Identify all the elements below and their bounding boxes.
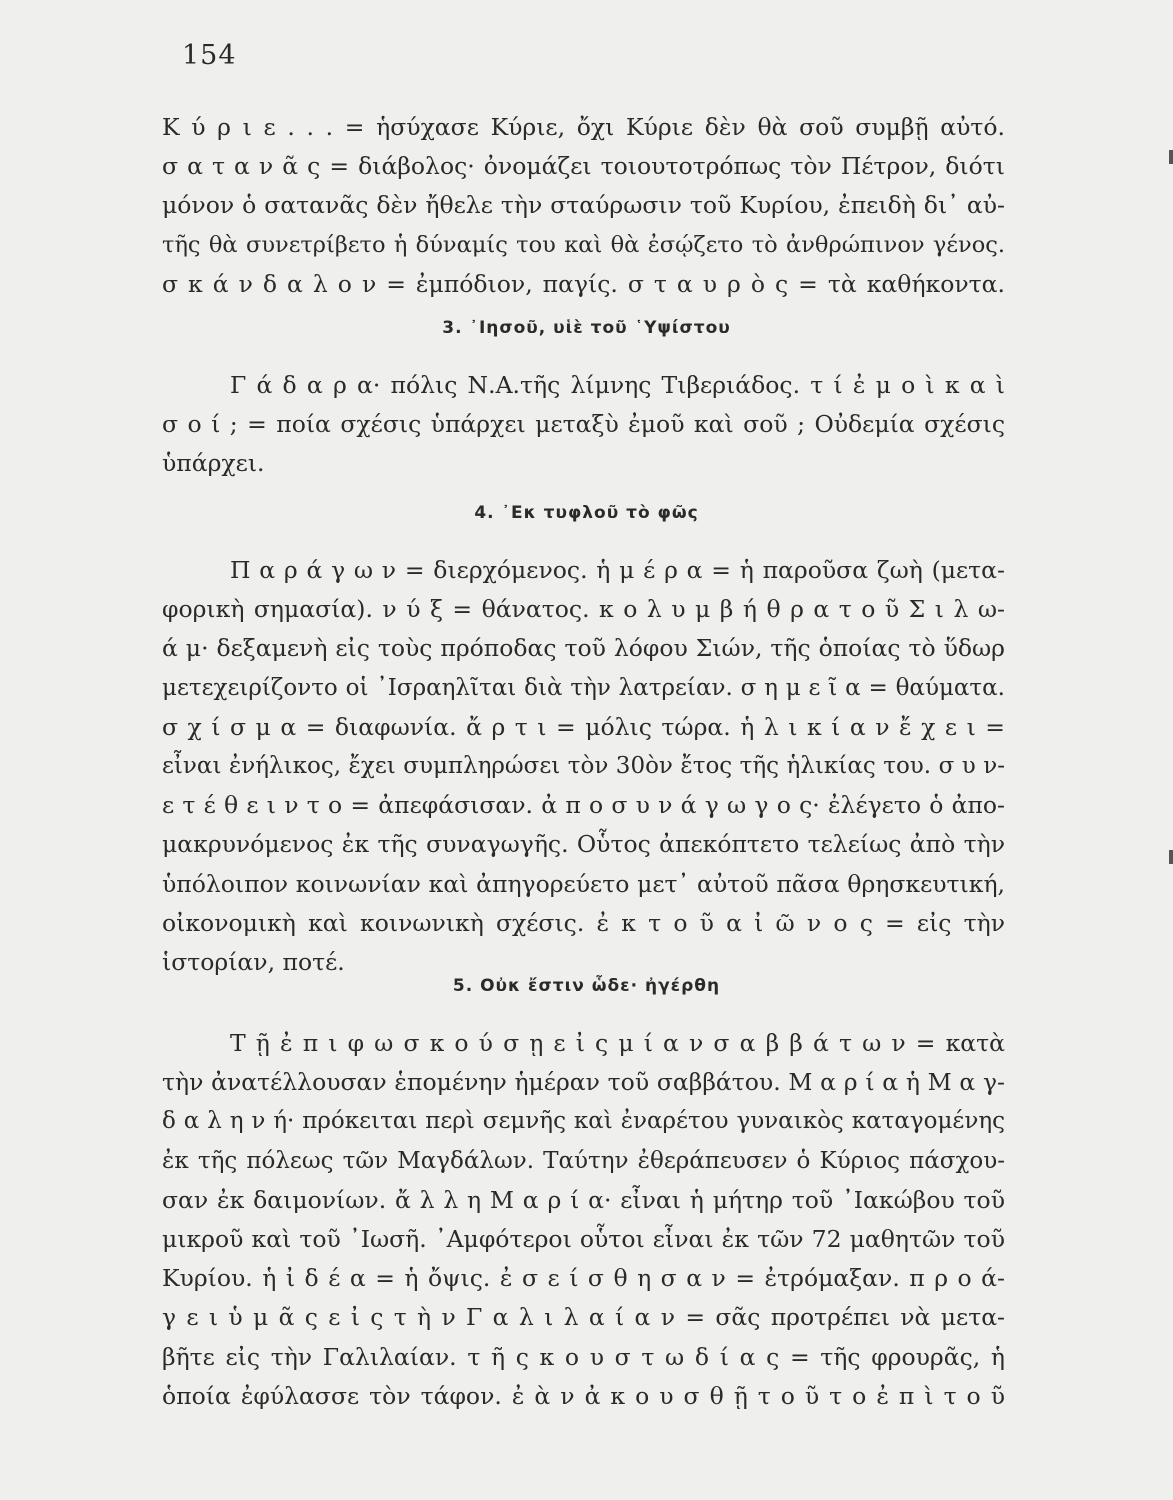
glossary-block-3	[162, 366, 1005, 484]
scan-artifact	[1169, 850, 1173, 864]
text-line: φορικὴ σημασία). ν ύ ξ = θάνατος. κ ο λ υ μ β ή θ ρ α τ ο ῦ Σ ι λ ω-	[162, 595, 1005, 624]
text-line: δ α λ η ν ή· πρόκειται περὶ σεμνῆς καὶ ἐναρέτου γυναικὸς καταγομένης	[162, 1108, 1005, 1135]
text-line: Κυρίου. ἡ ἰ δ έ α = ἡ ὄψις. ἐ σ ε ί σ θ η σ α ν = ἐτρόμαξαν. π ρ ο ά-	[162, 1264, 1005, 1293]
text-line: βῆτε εἰς τὴν Γαλιλαίαν. τ ῆ ς κ ο υ σ τ ω δ ί α ς = τῆς φρουρᾶς, ἡ	[162, 1342, 1005, 1371]
text-line: σ ο ί ; = ποία σχέσις ὑπάρχει μεταξὺ ἐμοῦ καὶ σοῦ ; Οὐδεμία σχέσις	[162, 410, 1005, 439]
text-line: ε τ έ θ ε ι ν τ ο = ἀπεφάσισαν. ἀ π ο σ υ ν ά γ ω γ ο ς· ἐλέγετο ὁ ἀπο-	[162, 791, 1005, 820]
text-line: ὁποία ἐφύλασσε τὸν τάφον. ἐ ὰ ν ἀ κ ο υ σ θ ῇ τ ο ῦ τ ο ἐ π ὶ τ ο ῦ	[162, 1381, 1005, 1410]
text-line: ά μ· δεξαμενὴ εἰς τοὺς πρόποδας τοῦ λόφου Σιών, τῆς ὁποίας τὸ ὕδωρ	[162, 634, 1005, 663]
text-line: μακρυνόμενος ἐκ τῆς συναγωγῆς. Οὗτος ἀπεκόπτετο τελείως ἀπὸ τὴν	[162, 830, 1005, 859]
text-line: εἶναι ἐνήλικος, ἔχει συμπληρώσει τὸν 30ὸν ἔτος τῆς ἡλικίας του. σ υ ν-	[162, 753, 1005, 780]
text-line: τὴν ἀνατέλλουσαν ἑπομένην ἡμέραν τοῦ σαββάτου. Μ α ρ ί α ἡ Μ α γ-	[162, 1068, 1005, 1097]
scan-artifact	[1169, 150, 1173, 164]
text-line: τῆς θὰ συνετρίβετο ἡ δύναμίς του καὶ θὰ ἐσῴζετο τὸ ἀνθρώπινον γένος.	[162, 231, 1005, 258]
glossary-block-5	[162, 1024, 1005, 1416]
text-line: Π α ρ ά γ ω ν = διερχόμενος. ἡ μ έ ρ α = ἡ παροῦσα ζωὴ (μετα-	[230, 556, 1005, 584]
text-line: Γ ά δ α ρ α· πόλις Ν.Α.τῆς λίμνης Τιβεριάδος. τ ί ἐ μ ο ὶ κ α ὶ	[230, 371, 1005, 399]
text-line: μετεχειρίζοντο οἱ ᾿Ισραηλῖται διὰ τὴν λατρείαν. σ η μ ε ῖ α = θαύματα.	[162, 674, 1005, 701]
glossary-block-intro	[162, 108, 1005, 304]
text-line: Κ ύ ρ ι ε . . . = ἡσύχασε Κύριε, ὄχι Κύριε δὲν θὰ σοῦ συμβῇ αὐτό.	[162, 113, 1005, 141]
text-line: γ ε ι ὑ μ ᾶ ς ε ἰ ς τ ὴ ν Γ α λ ι λ α ί α ν = σᾶς προτρέπει νὰ μετα-	[162, 1303, 1005, 1332]
text-line: ἐκ τῆς πόλεως τῶν Μαγδάλων. Ταύτην ἐθεράπευσεν ὁ Κύριος πάσχου-	[162, 1147, 1005, 1174]
text-line: σ α τ α ν ᾶ ς = διάβολος· ὀνομάζει τοιουτοτρόπως τὸν Πέτρον, διότι	[162, 152, 1005, 181]
text-line: ὑπόλοιπον κοινωνίαν καὶ ἀπηγορεύετο μετ᾽ αὐτοῦ πᾶσα θρησκευτική,	[162, 869, 1005, 898]
section-heading-3: 3. ᾿Ιησοῦ, υἱὲ τοῦ ῾Υψίστου	[442, 318, 731, 338]
page-number: 154	[182, 40, 237, 71]
text-line: οἰκονομικὴ καὶ κοινωνικὴ σχέσις. ἐ κ τ ο ῦ α ἰ ῶ ν ο ς = εἰς τὴν	[162, 908, 1005, 937]
text-line: ὑπάρχει.	[162, 449, 265, 478]
section-heading-5: 5. Οὐκ ἔστιν ὧδε· ἠγέρθη	[452, 976, 721, 996]
text-line: σαν ἐκ δαιμονίων. ἄ λ λ η Μ α ρ ί α· εἶναι ἡ μήτηρ τοῦ ᾿Ιακώβου τοῦ	[162, 1185, 1005, 1214]
text-line: μόνον ὁ σατανᾶς δὲν ἤθελε τὴν σταύρωσιν τοῦ Κυρίου, ἐπειδὴ δι᾽ αὐ-	[162, 191, 1005, 220]
section-heading-4: 4. ᾿Εκ τυφλοῦ τὸ φῶς	[474, 503, 699, 523]
text-line: μικροῦ καὶ τοῦ ᾿Ιωσῆ. ᾿Αμφότεροι οὗτοι εἶναι ἐκ τῶν 72 μαθητῶν τοῦ	[162, 1225, 1005, 1254]
glossary-block-4	[162, 551, 1005, 982]
text-line: ἱστορίαν, ποτέ.	[162, 948, 345, 977]
text-line: Τ ῇ ἐ π ι φ ω σ κ ο ύ σ ῃ ε ἰ ς μ ί α ν σ α β β ά τ ω ν = κατὰ	[230, 1029, 1005, 1057]
text-line: σ κ ά ν δ α λ ο ν = ἐμπόδιον, παγίς. σ τ α υ ρ ὸ ς = τὰ καθήκοντα.	[162, 269, 1005, 298]
text-line: σ χ ί σ μ α = διαφωνία. ἄ ρ τ ι = μόλις τώρα. ἡ λ ι κ ί α ν ἔ χ ε ι =	[162, 712, 1005, 741]
